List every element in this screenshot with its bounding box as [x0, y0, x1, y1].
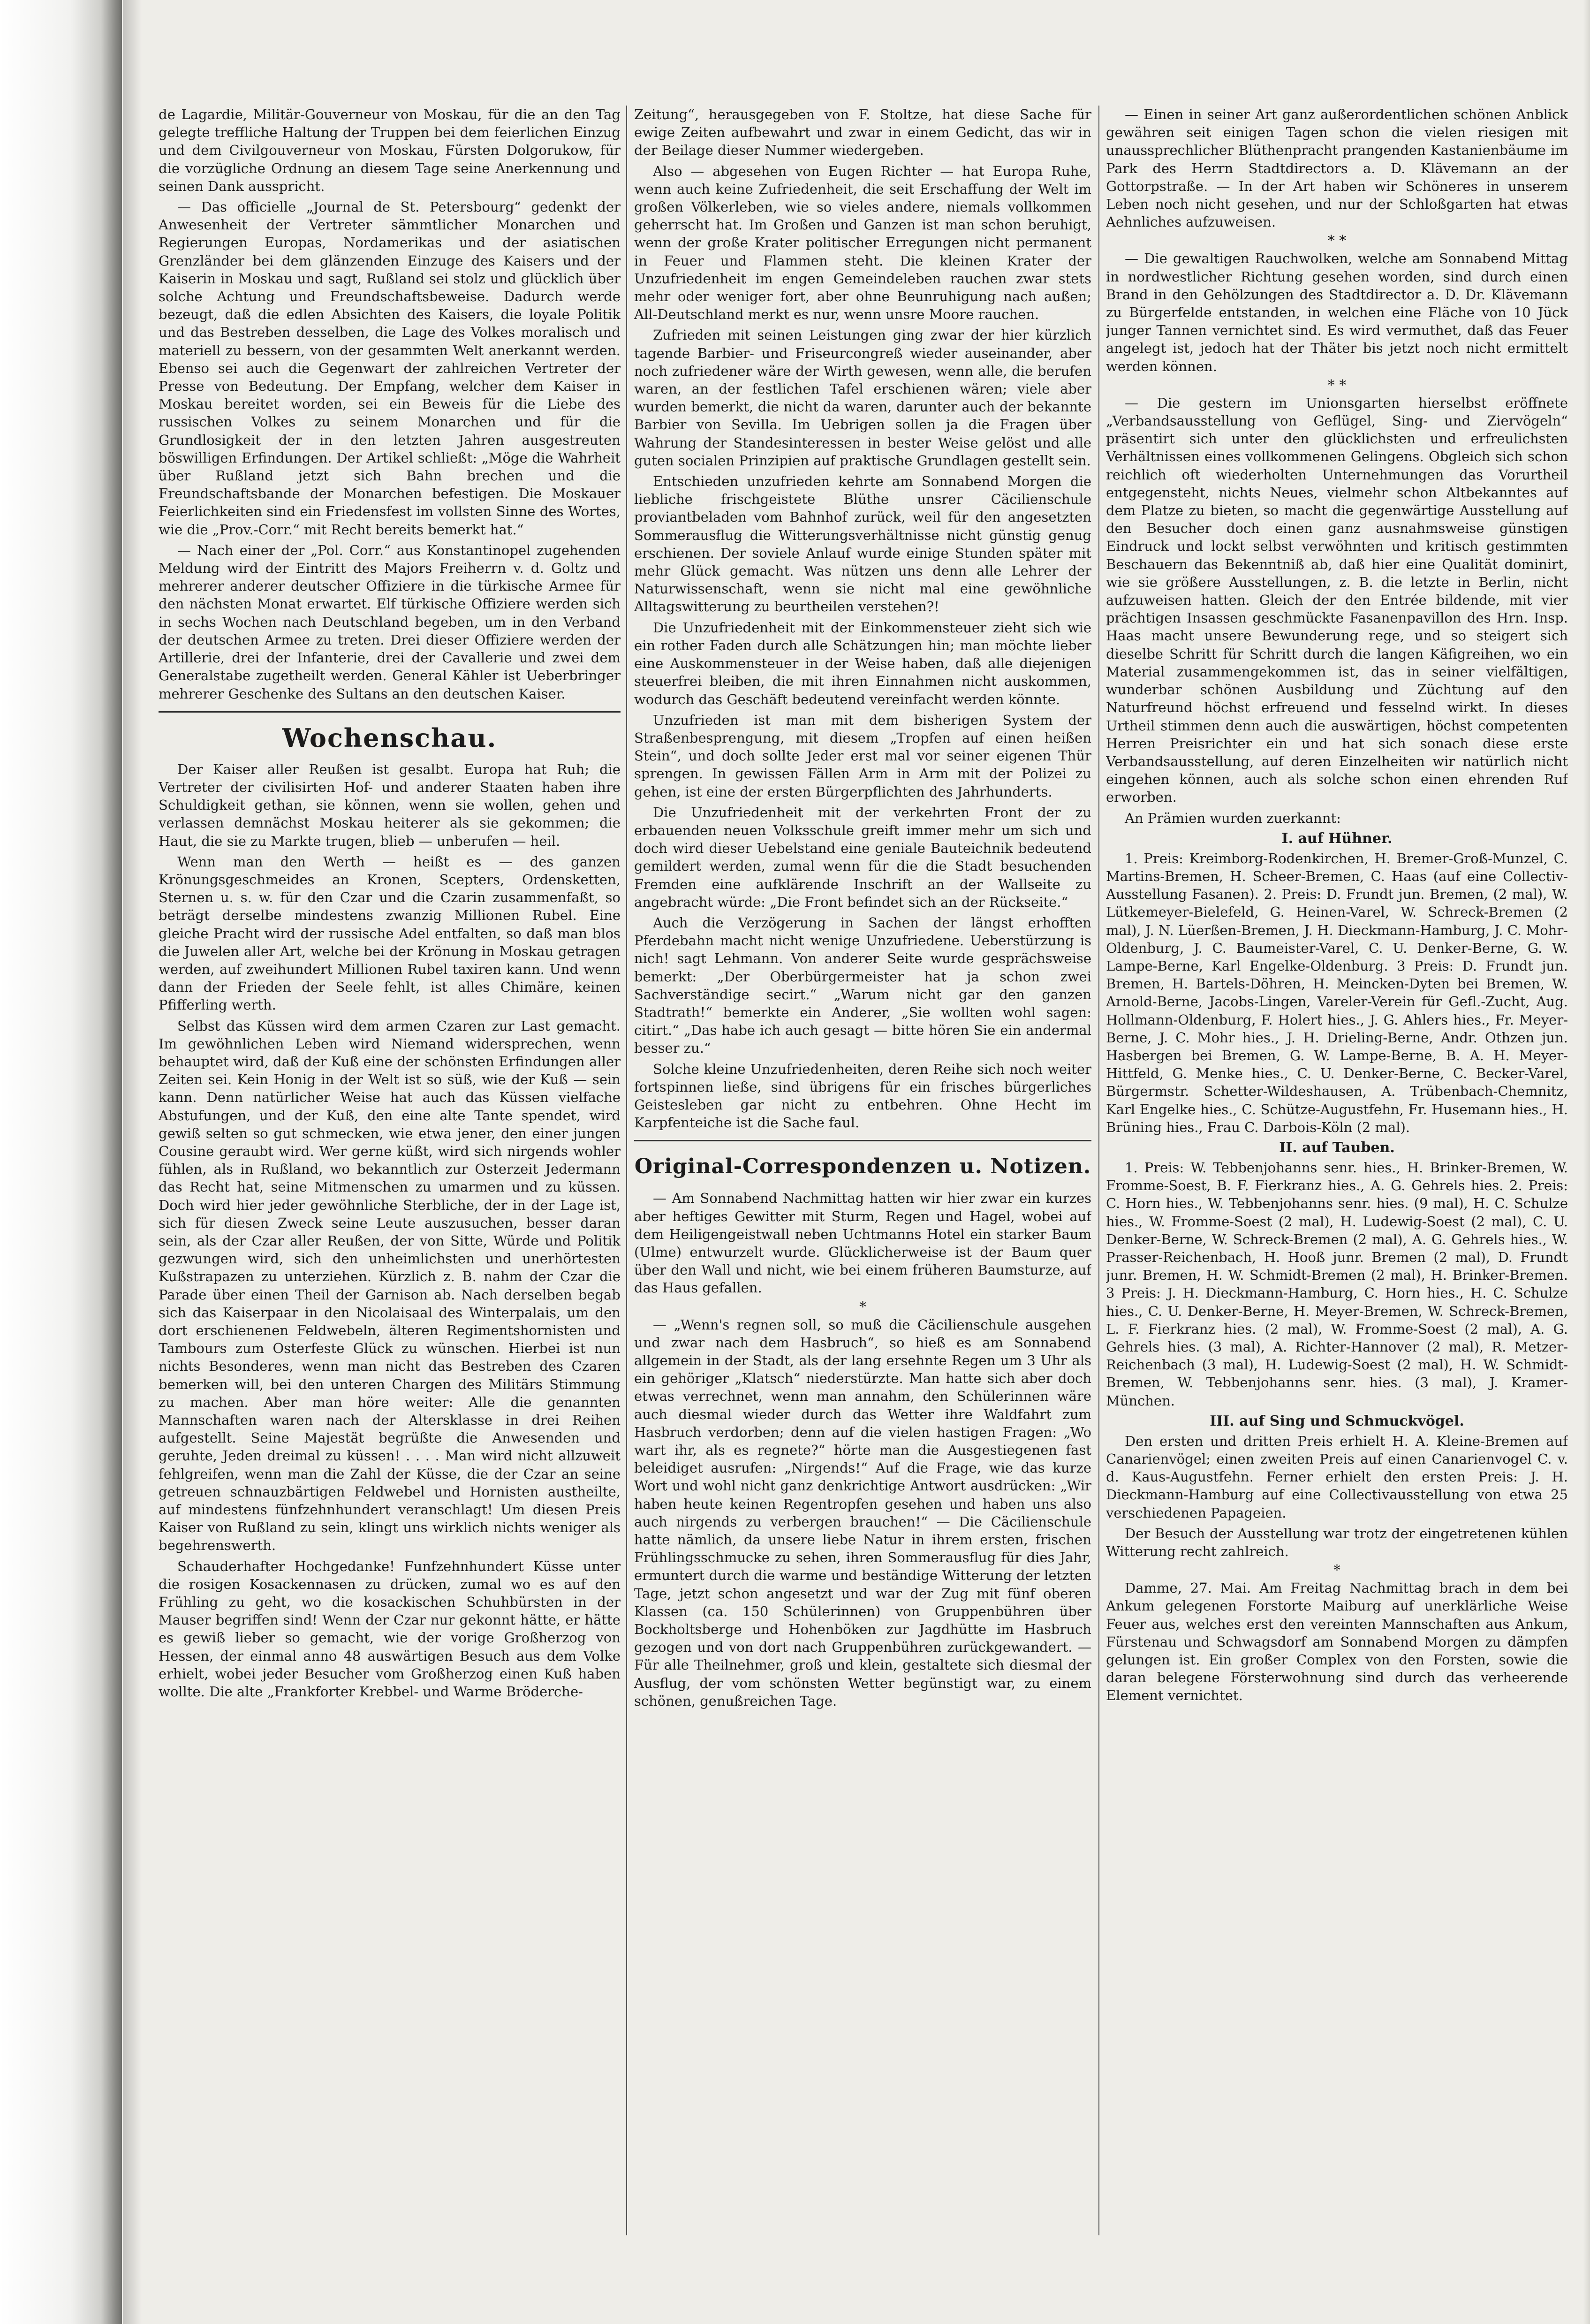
article-text: Der Kaiser aller Reußen ist gesalbt. Europa hat Ruh; die Vertreter der civilisirten Hof- und anderer Staaten haben ihre Schuldigkeit gethan, sie können, wenn sie wollen, gehen und verlassen demnächst Moskau heiterer als sie gekommen; die Haut, die sie zu Markte trugen, blieb — unberufen — heil. — [159, 761, 621, 849]
column-divider — [626, 106, 627, 2235]
prize-category-heading: III. auf Sing und Schmuckvögel. — [1210, 1413, 1464, 1429]
gutter-shadow — [123, 0, 142, 2324]
article-text: — Das officielle „Journal de St. Petersbourg“ gedenkt der Anwesenheit der Vertreter sämmtlicher Monarchen und Regierungen Europas, Nordamerikas und der asiatischen Grenzländer bei dem glänzenden Einzuge des Kaisers und der Kaiserin in Moskau und sagt, Rußland sei stolz und glücklich über solche Achtung und Freundschaftsbeweise. Dadurch werde bezeugt, daß die edlen Absichten des Kaisers, die loyale Politik und das Bestreben desselben, die Lage des Volkes moralisch und materiell zu bessern, von der gesammten Welt anerkannt werden. Ebenso sei auch die Gegenwart der zahlreichen Vertreter der Presse von Bedeutung. Der Empfang, welcher dem Kaiser in Moskau bereitet worden, sei ein Beweis für die Liebe des russischen Volkes zu seinem Monarchen und für die Grundlosigkeit der in den letzten Jahren ausgestreuten böswilligen Erfindungen. Der Artikel schließt: „Möge die Wahrheit über Rußland jetzt sich Bahn brechen und die Freundschaftsbande der Monarchen befestigen. Die Moskauer Feierlichkeiten sind ein Friedensfest im vollsten Sinne des Wortes, wie die „Prov.-Corr.“ mit Recht bereits bemerkt hat.“ — [159, 199, 621, 538]
article-text: Den ersten und dritten Preis erhielt H. A. Kleine-Bremen auf Canarienvögel; einen zweiten Preis auf einen Canarienvogel C. v. d. Kaus-Augustfehn. Ferner erhielt den ersten Preis: J. H. Dieckmann-Hamburg auf eine Collectivausstellung von etwa 25 verschiedenen Papageien. — [1106, 1433, 1568, 1521]
article-text: Selbst das Küssen wird dem armen Czaren zur Last gemacht. Im gewöhnlichen Leben wird Niemand widersprechen, wenn behauptet wird, daß der Kuß eine der schönsten Erfindungen aller Zeiten sei. Kein Honig in der Welt ist so süß, wie der Kuß — sein kann. Denn natürlicher Weise hat auch das Küssen vielfache Abstufungen, und der Kuß, den eine alte Tante spendet, wird gewiß selten so gut schmecken, wie etwa jener, den einer jungen Cousine geraubt wird. Wer gerne küßt, wird sich nirgends wohler fühlen, als in Rußland, wo bekanntlich zur Osterzeit Jedermann das Recht hat, seine Mitmenschen zu umarmen und zu küssen. Doch wird hier jeder gewöhnliche Sterbliche, der in der Lage ist, sich für diesen Zweck seine Leute auszusuchen, besser daran sein, als der Czar aller Reußen, der von Sitte, Würde und Politik gezwungen wird, sich den unheimlichsten und unerhörtesten Kußstrapazen zu unterziehen. Kürzlich z. B. nahm der Czar die Parade über einen Theil der Garnison ab. Nach derselben begab sich das Kaiserpaar in den Nicolaisaal des Winterpalais, um den dort erschienenen Feldwebeln, älteren Regimentshornisten und Tambours zum Osterfeste Glück zu wünschen. Hierbei ist nun nichts Besonderes, wenn man nicht das Bestreben des Czaren bemerken will, bei den unteren Chargen des Militärs Stimmung zu machen. Aber man höre weiter: Alle die genannten Mannschaften waren nach der Altersklasse in drei Reihen aufgestellt. Seine Majestät begrüßte die Anwesenden und geruhte, Jeden dreimal zu küssen! . . . . Man wird nicht allzuweit fehlgreifen, wenn man die Zahl der Küsse, die der Czar an seine getreuen schnauzbärtigen Feldwebel und Hornisten austheilte, auf mindestens fünfzehnhundert veranschlagt! Um diesen Preis Kaiser von Rußland zu sein, klingt uns wirklich nichts weniger als begehrenswerth. — [159, 1018, 621, 1554]
page-edge — [1583, 0, 1590, 2324]
article-text: An Prämien wurden zuerkannt: — [1125, 810, 1341, 826]
asterisk-separator: * — [859, 1299, 866, 1315]
article-text: — Am Sonnabend Nachmittag hatten wir hier zwar ein kurzes aber heftiges Gewitter mit Sturm, Regen und Hagel, wobei auf dem Heiligengeistwall neben Uchtmanns Hotel ein starker Baum (Ulme) entwurzelt wurde. Glücklicherweise ist der Baum quer über den Wall und nicht, wie bei einem früheren Baumsturze, auf das Haus gefallen. — [634, 1190, 1091, 1296]
article-text: Entschieden unzufrieden kehrte am Sonnabend Morgen die liebliche frischgeistete Blüthe unsrer Cäcilienschule proviantbeladen vom Bahnhof zurück, weil für den angesetzten Sommerausflug die Witterungsverhältnisse nicht günstig genug erschienen. Der soviele Anlauf wurde einige Stunden später mit mehr Glück gemacht. Was nützen uns denn alle Lehrer der Naturwissenschaft, wenn sie nicht mal eine gewöhnliche Alltagswitterung zu beurtheilen verstehen?! — [634, 473, 1091, 615]
article-text: 1. Preis: W. Tebbenjohanns senr. hies., H. Brinker-Bremen, W. Fromme-Soest, B. F. Fierkranz hies., A. G. Gehrels hies. 2. Preis: C. Horn hies., W. Tebbenjohanns senr. hies. (9 mal), H. C. Schulze hies., W. Fromme-Soest (2 mal), H. Ludewig-Soest (2 mal), C. U. Denker-Berne, W. Schreck-Bremen (2 mal), A. G. Gehrels hies., W. Prasser-Reichenbach, H. Hooß junr. Bremen (2 mal), D. Frundt junr. Bremen, H. W. Schmidt-Bremen (2 mal), H. Brinker-Bremen. 3 Preis: J. H. Dieckmann-Hamburg, C. Horn hies., H. C. Schulze hies., C. U. Denker-Berne, H. Meyer-Bremen, W. Schreck-Bremen, L. F. Fierkranz hies. (2 mal), W. Fromme-Soest (2 mal), A. G. Gehrels hies. (3 mal), A. Richter-Hannover (2 mal), R. Metzer-Reichenbach (3 mal), H. Ludewig-Soest (2 mal), H. W. Schmidt-Bremen, W. Tebbenjohanns senr. hies. (3 mal), J. Kramer-München. — [1106, 1159, 1568, 1409]
article-text: 1. Preis: Kreimborg-Rodenkirchen, H. Bremer-Groß-Munzel, C. Martins-Bremen, H. Scheer-Bremen, C. Haas (auf eine Collectiv-Ausstellung Fasanen). 2. Preis: D. Frundt jun. Bremen, (2 mal), W. Lütkemeyer-Bielefeld, G. Heinen-Varel, W. Schreck-Bremen (2 mal), J. N. Lüerßen-Bremen, J. H. Dieckmann-Hamburg, J. C. Mohr-Oldenburg, J. C. Baumeister-Varel, C. U. Denker-Berne, G. W. Lampe-Berne, Karl Engelke-Oldenburg. 3 Preis: D. Frundt jun. Bremen, H. Bartels-Döhren, H. Meincken-Dyten bei Bremen, W. Arnold-Berne, Jacobs-Lingen, Vareler-Verein für Gefl.-Zucht, Aug. Hollmann-Oldenburg, F. Holert hies., J. G. Ahlers hies., Fr. Meyer-Berne, J. C. Mohr hies., J. H. Drieling-Berne, Andr. Othzen jun. Hasbergen bei Bremen, G. W. Lampe-Berne, B. A. H. Meyer-Hittfeld, G. Menke hies., C. U. Denker-Berne, C. Becker-Varel, Bürgermstr. Schetter-Wildeshausen, A. Trübenbach-Chemnitz, Karl Engelke hies., C. Schütze-Augustfehn, Fr. Husemann hies., H. Brüning hies., Frau C. Darbois-Köln (2 mal). — [1106, 850, 1568, 1135]
column-1 — [159, 106, 621, 2245]
article-text: Zufrieden mit seinen Leistungen ging zwar der hier kürzlich tagende Barbier- und Friseurcongreß wieder auseinander, aber noch zufriedener wäre der Wirth gewesen, wenn alle, die berufen waren, an der festlichen Tafel erschienen wären; viele aber wurden bemerkt, die nicht da waren, darunter auch der bekannte Barbier von Sevilla. Im Uebrigen sollen ja die Fragen über Wahrung der Standesinteressen in bester Weise gelöst und alle guten socialen Prinzipien auf praktische Grundlagen gestellt sein. — [634, 327, 1091, 469]
article-text: Schauderhafter Hochgedanke! Funfzehnhundert Küsse unter die rosigen Kosackennasen zu drücken, zumal wo es auf den Frühling zu geht, wo die kosackischen Schuhbürsten in der Mauser begriffen sind! Wenn der Czar nur gekonnt hätte, er hätte es gewiß lieber so gemacht, wie der vorige Großherzog von Hessen, der einmal anno 48 auswärtigen Besuch aus dem Volke erhielt, wobei jeder Besucher vom Großherzog einen Kuß haben wollte. Die alte „Frankforter Krebbel- und Warme Bröderche- — [159, 1558, 621, 1700]
article-text: Auch die Verzögerung in Sachen der längst erhofften Pferdebahn macht nicht wenige Unzufriedene. Ueberstürzung is nich! sagt Lehmann. Von anderer Seite wurde gesprächsweise bemerkt: „Der Oberbürgermeister hat ja schon zwei Sachverständige secirt.“ „Warum nicht gar den ganzen Stadtrath!“ bemerkte ein Anderer, „Sie wollten wohl sagen: citirt.“ „Das habe ich auch gesagt — bitte hören Sie ein andermal besser zu.“ — [634, 914, 1091, 1056]
asterisk-separator: * * — [1327, 233, 1347, 250]
article-text: Unzufrieden ist man mit dem bisherigen System der Straßenbesprengung, mit diesem „Tropfen auf einen heißen Stein“, und doch sollte Jeder erst mal vor seiner eigenen Thür sprengen. In gewissen Fällen Arm in Arm mit der Polizei zu gehen, ist eine der ersten Bürgerpflichten des Jahrhunderts. — [634, 712, 1091, 800]
article-text: — Die gewaltigen Rauchwolken, welche am Sonnabend Mittag in nordwestlicher Richtung gesehen worden, sind durch einen Brand in den Gehölzungen des Stadtdirector a. D. Dr. Klävemann zu Bürgerfelde entstanden, in welchen eine Fläche von 10 Jück junger Tannen vernichtet sind. Es wird vermuthet, daß das Feuer angelegt ist, jedoch hat der Thäter bis jetzt noch nicht ermittelt werden können. — [1106, 251, 1568, 374]
section-divider — [634, 1140, 1091, 1141]
article-text: Also — abgesehen von Eugen Richter — hat Europa Ruhe, wenn auch keine Zufriedenheit, die seit Erschaffung der Welt im großen Völkerleben, wie so vieles andere, niemals vollkommen geherrscht hat. Im Großen und Ganzen ist man schon beruhigt, wenn der große Krater politischer Erregungen nicht permanent in Feuer und Flammen steht. Die kleinen Krater der Unzufriedenheit im engen Gemeindeleben rauchen zwar stets mehr oder weniger fort, aber ohne Beunruhigung nach außen; All-Deutschland merkt es nur, wenn unsre Moore rauchen. — [634, 163, 1091, 323]
column-2 — [634, 106, 1091, 2245]
article-text: Die Unzufriedenheit mit der verkehrten Front der zu erbauenden neuen Volksschule greift immer mehr um sich und doch wird dieser Uebelstand eine geniale Bauteichnik bedeutend gemildert werden, zumal wenn für die die Stadt besuchenden Fremden eine aufklärende Inschrift an der Wallseite zu angebracht würde: „Die Front befindet sich an der Rückseite.“ — [634, 804, 1091, 910]
article-text: Solche kleine Unzufriedenheiten, deren Reihe sich noch weiter fortspinnen ließe, sind übrigens für ein frisches bürgerliches Geistesleben gar nicht zu entbehren. Ohne Hecht im Karpfenteiche ist die Sache faul. — [634, 1061, 1091, 1131]
book-binding-margin — [0, 0, 122, 2324]
article-text: — Einen in seiner Art ganz außerordentlichen schönen Anblick gewähren seit einigen Tagen schon die vielen riesigen mit unaussprechlicher Blüthenpracht prangenden Kastanienbäume im Park des Herrn Stadtdirectors a. D. Klävemann an der Gottorpstraße. — In der Art haben wir Schöneres in unserem Leben noch nicht gesehen, und nur der Schloßgarten hat etwas Aehnliches aufzuweisen. — [1106, 106, 1568, 230]
article-text: — „Wenn's regnen soll, so muß die Cäcilienschule ausgehen und zwar nach dem Hasbruch“, so hieß es am Sonnabend allgemein in der Stadt, als der lang ersehnte Regen um 3 Uhr als ein gehöriger „Klatsch“ niederstürzte. Man hatte sich aber doch etwas verrechnet, wenn man annahm, den Schülerinnen wäre auch diesmal wieder durch das Wetter ihre Waldfahrt zum Hasbruch verdorben; denn auf die vielen hastigen Fragen: „Wo wart ihr, als es regnete?“ hörte man die Ausgestiegenen fast beleidiget ausrufen: „Nirgends!“ Auf die Frage, wie das kurze Wort und wohl nicht ganz denkrichtige Antwort ausdrücken: „Wir haben heute keinen Regentropfen gesehen und haben uns also auch nirgends zu verbergen brauchen!“ — Die Cäcilienschule hatte nämlich, da unsere liebe Natur in ihrem ersten, frischen Frühlingsschmucke zu sehen, ihren Sommerausflug für dies Jahr, ermuntert durch die warme und beständige Witterung der letzten Tage, jetzt schon angesetzt und war der Zug mit fünf oberen Klassen (ca. 150 Schülerinnen) von Gruppenbühren über Bockholtsberge und Hohenböken zur Jagdhütte im Hasbruch gezogen und von dort nach Gruppenbühren zurückgewandert. — Für alle Theilnehmer, groß und klein, gestaltete sich diesmal der Ausflug, der vom schönsten Wetter begünstigt war, zu einem schönen, genußreichen Tage. — [634, 1316, 1091, 1709]
article-text: Wenn man den Werth — heißt es — des ganzen Krönungsgeschmeides an Kronen, Scepters, Ordensketten, Sternen u. s. w. für den Czar und die Czarin zusammenfaßt, so beträgt derselbe mindestens zwanzig Millionen Rubel. Eine gleiche Pracht wird der russische Adel entfalten, so daß man blos die Juwelen aller Art, welche bei der Krönung in Moskau getragen werden, auf zweihundert Millionen Rubel taxiren kann. Und wenn dann der Frieden der Seele fehlt, ist alles Chimäre, keinen Pfifferling werth. — [159, 853, 621, 1013]
section-heading-correspondenzen: Original-Correspondenzen u. Notizen. — [634, 1154, 1091, 1179]
article-text: — Nach einer der „Pol. Corr.“ aus Konstantinopel zugehenden Meldung wird der Eintritt des Majors Freiherrn v. d. Goltz und mehrerer anderer deutscher Offiziere in die türkische Armee für den nächsten Monat erwartet. Elf türkische Offiziere werden sich in sechs Wochen nach Deutschland begeben, um in den Verband der deutschen Armee zu treten. Drei dieser Offiziere werden der Artillerie, drei der Infanterie, drei der Cavallerie und zwei dem Generalstabe zugetheilt werden. General Kähler ist Ueberbringer mehrerer Geschenke des Sultans an den deutschen Kaiser. — [159, 542, 621, 702]
section-heading-wochenschau: Wochenschau. — [282, 722, 497, 753]
column-3 — [1106, 106, 1568, 2245]
article-text: Die Unzufriedenheit mit der Einkommensteuer zieht sich wie ein rother Faden durch alle Schätzungen hin; man möchte lieber eine Auskommensteuer in der Weise haben, daß alle diejenigen steuerfrei bleiben, die mit ihren Einnahmen nicht auskommen, wodurch das Geschäft bedeutend vereinfacht werden könnte. — [634, 619, 1091, 707]
prize-category-heading: II. auf Tauben. — [1279, 1139, 1395, 1156]
article-text: Zeitung“, herausgegeben von F. Stoltze, hat diese Sache für ewige Zeiten aufbewahrt und zwar in einem Gedicht, das wir in der Beilage dieser Nummer wiedergeben. — [634, 106, 1091, 159]
article-text: Der Besuch der Ausstellung war trotz der eingetretenen kühlen Witterung recht zahlreich. — [1106, 1525, 1568, 1560]
section-divider — [159, 711, 621, 713]
article-text: de Lagardie, Militär-Gouverneur von Moskau, für die an den Tag gelegte treffliche Haltung der Truppen bei dem feierlichen Einzug und dem Civilgouverneur von Moskau, Fürsten Dolgorukow, für die vorzügliche Ordnung an diesem Tage seine Anerkennung und seinen Dank ausspricht. — [159, 106, 621, 194]
prize-category-heading: I. auf Hühner. — [1281, 830, 1393, 847]
article-text: Damme, 27. Mai. Am Freitag Nachmittag brach in dem bei Ankum gelegenen Forstorte Maiburg auf unerklärliche Weise Feuer aus, welches erst den vereinten Mannschaften aus Ankum, Fürstenau und Schwagsdorf am Sonnabend Morgen zu dämpfen gelungen ist. Ein großer Complex von den Forsten, sowie die daran belegene Försterwohnung sind durch das verheerende Element vernichtet. — [1106, 1580, 1568, 1704]
article-text: — Die gestern im Unionsgarten hierselbst eröffnete „Verbandsausstellung von Geflügel, Sing- und Ziervögeln“ präsentirt sich unter den glücklichsten und erfreulichsten Verhältnissen eines vollkommenen Gelingens. Obgleich sich schon reichlich oft wiederholten Unternehmungen das Vorurtheil entgegensteht, nichts Neues, vielmehr schon Altbekanntes auf dem Platze zu bieten, so macht die gegenwärtige Ausstellung auf den Besucher doch einen ganz ausnahmsweise günstigen Eindruck und lockt selbst verwöhnten und kritisch gestimmten Beschauern das Bekenntniß ab, daß hier eine Qualität dominirt, wie sie größere Ausstellungen, z. B. die letzte in Berlin, nicht aufzuweisen hatten. Gleich der den Entrée bildende, mit vier prächtigen Insassen geschmückte Fasanenpavillon des Hrn. Insp. Haas macht unsere Bewunderung rege, und so steigert sich dieselbe Schritt für Schritt durch die langen Käfigreihen, wo ein Material zusammengekommen ist, das in seiner vielfältigen, wunderbar schönen Ausbildung und Züchtung auf den Naturfreund höchst erfreuend und fesselnd wirkt. In dieses Urtheil stimmen denn auch die auswärtigen, höchst competenten Herren Preisrichter ein und hat sich sonach diese erste Verbandsausstellung, auf deren Einzelheiten wir natürlich nicht eingehen können, auch als solche schon einen ehrenden Ruf erworben. — [1106, 395, 1568, 805]
asterisk-separator: * * — [1327, 377, 1347, 394]
column-divider — [1098, 106, 1099, 2235]
asterisk-separator: * — [1333, 1562, 1340, 1579]
